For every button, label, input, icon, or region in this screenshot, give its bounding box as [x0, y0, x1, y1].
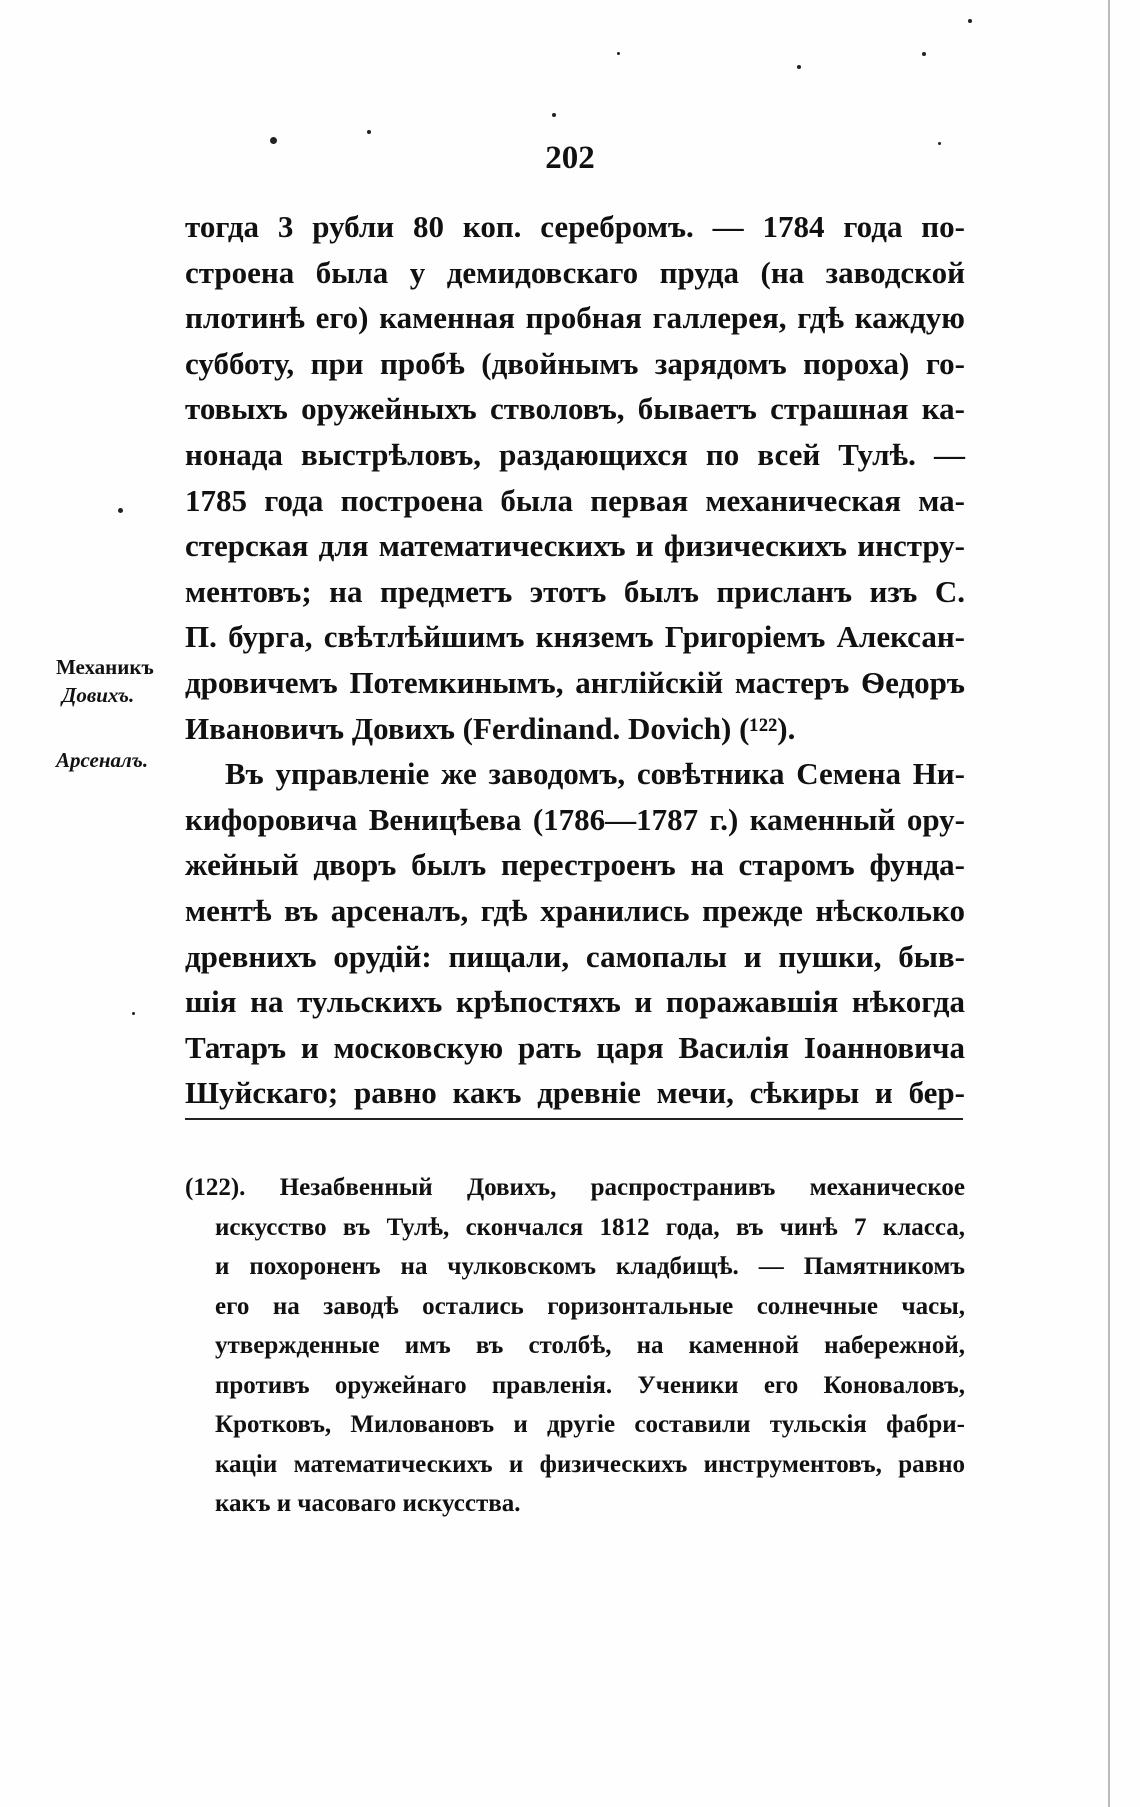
text-line: товыхъ оружейныхъ стволовъ, бываетъ страшная ка-: [185, 391, 965, 427]
footnote-line: противъ оружейнаго правленія. Ученики его Коноваловъ,: [215, 1371, 965, 1399]
scan-speck: [922, 52, 926, 56]
text-line: ментѣ въ арсеналъ, гдѣ хранились прежде нѣсколько: [185, 892, 965, 928]
scan-speck: [132, 1012, 135, 1015]
text-line: Татаръ и московскую рать царя Василія Іоанновича: [185, 1029, 965, 1065]
scan-speck: [617, 52, 620, 55]
footnote-122: [185, 1168, 965, 1524]
text-line: тогда 3 рубли 80 коп. серебромъ. — 1784 года по-: [185, 209, 965, 244]
scan-speck: [552, 113, 556, 117]
text-line: Въ управленіе же заводомъ, совѣтника Семена Ни-: [225, 756, 965, 792]
text-line: 1785 года построена была первая механическая ма-: [185, 482, 965, 518]
footnote-line: и похороненъ на чулковскомъ кладбищѣ. — Памятникомъ: [215, 1253, 965, 1280]
text-line: шія на тульскихъ крѣпостяхъ и поражавшія нѣкогда: [185, 984, 965, 1020]
text-line: жейный дворъ былъ перестроенъ на старомъ фунда-: [185, 847, 965, 883]
text-line: плотинѣ его) каменная пробная галлерея, гдѣ каждую: [185, 300, 965, 336]
footnote-line: утвержденные имъ въ столбѣ, на каменной набережной,: [215, 1332, 965, 1359]
page-number: 202: [545, 140, 595, 176]
text-line: стерская для математическихъ и физическихъ инстру-: [185, 528, 965, 564]
text-line: древнихъ орудій: пищали, самопалы и пушки, быв-: [185, 938, 965, 974]
page-edge-mark: [1108, 0, 1110, 1807]
margin-note-arsenal: Арсеналъ.: [56, 748, 149, 772]
main-text: [185, 204, 965, 1116]
text-line: кифоровича Веницѣева (1786—1787 г.) каменный ору-: [185, 801, 965, 837]
scan-speck: [118, 508, 123, 513]
margin-note-mechanic-title: Механикъ: [56, 655, 154, 679]
footnote-line: искусство въ Тулѣ, скончался 1812 года, въ чинѣ 7 класса,: [215, 1213, 965, 1241]
text-line: субботу, при пробѣ (двойнымъ зарядомъ пороха) го-: [185, 345, 965, 381]
footnote-line: какъ и часоваго искусства.: [215, 1490, 521, 1517]
footnote-line: Кротковъ, Миловановъ и другіе составили тульскія фабри-: [215, 1411, 965, 1438]
scan-speck: [797, 65, 801, 69]
text-line: Ивановичъ Довихъ (Ferdinand. Dovich) (¹²²).: [185, 710, 796, 746]
text-line: строена была у демидовскаго пруда (на заводской: [185, 254, 965, 290]
text-line: дровичемъ Потемкинымъ, англійскій мастеръ Ѳедоръ: [185, 664, 965, 700]
text-line: П. бурга, свѣтлѣйшимъ княземъ Григоріемъ Алексан-: [185, 619, 965, 655]
text-line: Шуйскаго; равно какъ древніе мечи, сѣкиры и бер-: [185, 1075, 965, 1111]
footnote-line: (122). Незабвенный Довихъ, распространивъ механическое: [185, 1174, 965, 1201]
text-line: ментовъ; на предметъ этотъ былъ присланъ изъ С.: [185, 573, 965, 609]
footnote-separator: [185, 1118, 963, 1120]
scan-speck: [367, 130, 371, 134]
scan-speck: [968, 19, 972, 23]
margin-note-mechanic-name: Довихъ.: [62, 683, 135, 707]
footnote-line: его на заводѣ остались горизонтальные солнечные часы,: [215, 1292, 965, 1320]
text-line: нонада выстрѣловъ, раздающихся по всей Тулѣ. —: [185, 436, 965, 472]
footnote-line: каціи математическихъ и физическихъ инструментовъ, равно: [215, 1450, 965, 1478]
